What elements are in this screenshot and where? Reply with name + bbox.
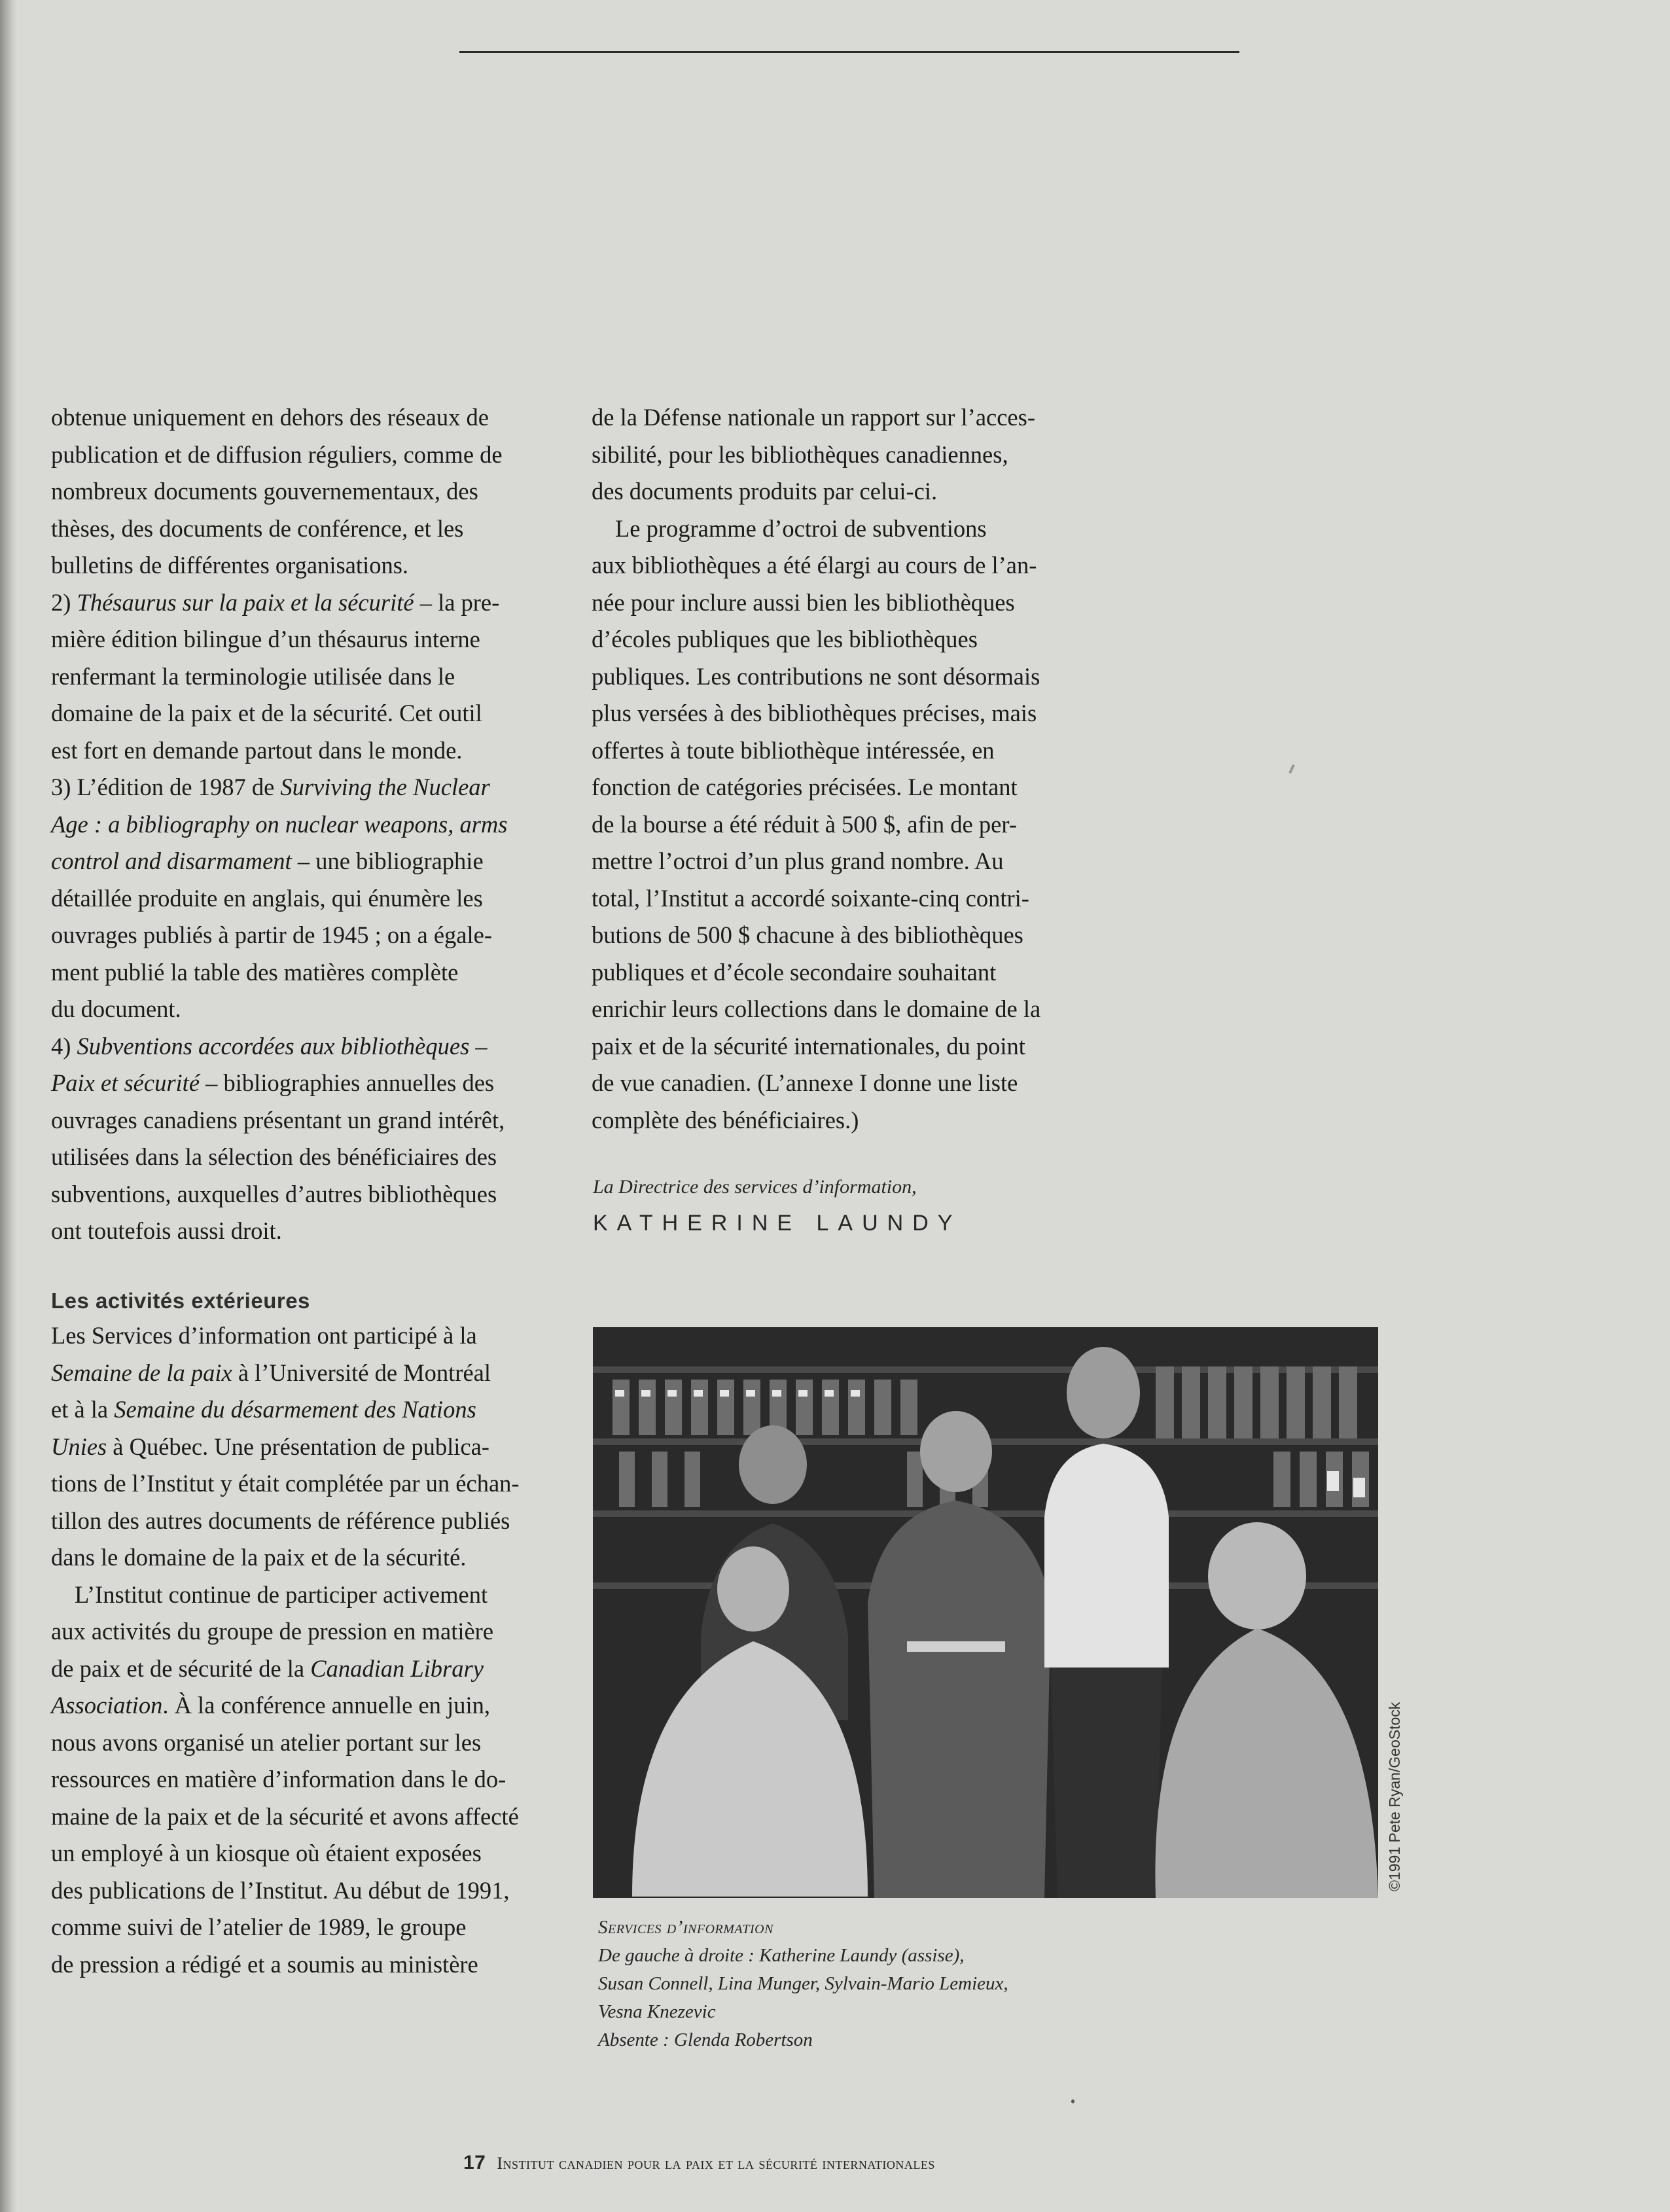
section-heading: Les activités extérieures xyxy=(51,1289,310,1313)
text-fragment: – la pre- xyxy=(414,588,500,616)
text-line: des publications de l’Institut. Au début de 1991, xyxy=(51,1876,510,1904)
text-line: mettre l’octroi d’un plus grand nombre. Au xyxy=(592,847,1004,874)
intro-paragraph xyxy=(51,399,575,584)
text-line: d’écoles publiques que les bibliothèques xyxy=(592,626,978,652)
text-line: de vue canadien. (L’annexe I donne une liste xyxy=(592,1069,1018,1096)
list-item-4 xyxy=(51,1028,575,1250)
caption-line: De gauche à droite : Katherine Laundy (assise), xyxy=(598,1945,965,1966)
caption-line: Vesna Knezevic xyxy=(598,2001,716,2022)
text-line: nombreux documents gouvernementaux, des xyxy=(51,478,478,505)
text-line xyxy=(51,1028,575,1065)
text-line: total, l’Institut a accordé soixante-cinq contri- xyxy=(592,884,1029,912)
text-line: nous avons organisé un atelier portant sur les xyxy=(51,1728,482,1756)
event-name: Semaine de la paix xyxy=(51,1359,232,1386)
text-fragment: 3) L’édition de 1987 de xyxy=(51,774,281,800)
text-line: détaillée produite en anglais, qui énumère les xyxy=(51,884,483,912)
text-line: obtenue uniquement en dehors des réseaux de xyxy=(51,404,489,431)
text-line: complète des bénéficiaires.) xyxy=(592,1106,859,1133)
text-line: comme suivi de l’atelier de 1989, le groupe xyxy=(51,1914,467,1940)
photo-caption xyxy=(598,1914,1008,2054)
paragraph xyxy=(592,510,1115,1139)
text-line xyxy=(51,1429,575,1466)
text-line: ouvrages publiés à partir de 1945 ; on a égale- xyxy=(51,921,493,948)
footer-organization: Institut canadien pour la paix et la sécurité internationales xyxy=(497,2154,935,2173)
text-line xyxy=(51,1650,575,1688)
text-line: maine de la paix et de la sécurité et avons affecté xyxy=(51,1802,519,1830)
text-line: plus versées à des bibliothèques précises, mais xyxy=(592,700,1037,726)
text-line: tions de l’Institut y était complétée par un échan- xyxy=(51,1470,520,1497)
text-line: née pour inclure aussi bien les bibliothèques xyxy=(592,588,1015,616)
text-line: enrichir leurs collections dans le domaine de la xyxy=(592,995,1041,1022)
text-line: aux activités du groupe de pression en matière xyxy=(51,1618,494,1645)
publication-title: control and disarmament xyxy=(51,847,292,874)
text-fragment: – bibliographies annuelles des xyxy=(200,1069,495,1096)
text-fragment: de paix et de sécurité de la xyxy=(51,1654,311,1682)
text-line xyxy=(51,769,575,806)
paragraph xyxy=(592,399,1115,510)
publication-title: Subventions accordées aux bibliothèques – xyxy=(77,1032,488,1060)
text-line: butions de 500 $ chacune à des bibliothèques xyxy=(592,921,1023,948)
text-line: dans le domaine de la paix et de la sécurité. xyxy=(51,1544,467,1571)
text-line: sibilité, pour les bibliothèques canadiennes, xyxy=(592,440,1008,468)
caption-title: Services d’information xyxy=(598,1917,773,1938)
text-line: offertes à toute bibliothèque intéressée, en xyxy=(592,736,995,764)
event-name: Unies xyxy=(51,1433,107,1460)
text-line: Les Services d’information ont participé à la xyxy=(51,1322,477,1349)
organization-name: Canadian Library xyxy=(310,1654,484,1682)
text-line xyxy=(51,1687,575,1724)
list-item-3 xyxy=(51,769,575,1028)
text-line: des documents produits par celui-ci. xyxy=(592,478,938,505)
text-fragment: à l’Université de Montréal xyxy=(232,1359,491,1386)
text-line: publication et de diffusion réguliers, comme de xyxy=(51,440,503,468)
text-line: ment publié la table des matières complète xyxy=(51,958,459,986)
text-line: du document. xyxy=(51,995,181,1022)
text-line: de la Défense nationale un rapport sur l’acces- xyxy=(592,404,1035,431)
item-number: 2) xyxy=(51,588,77,616)
text-line: est fort en demande partout dans le monde. xyxy=(51,736,463,764)
text-line: Le programme d’octroi de subventions xyxy=(615,514,987,542)
organization-name: Association xyxy=(51,1692,163,1719)
staff-photo xyxy=(593,1327,1378,1898)
print-speck xyxy=(1071,2099,1075,2103)
text-line: ont toutefois aussi droit. xyxy=(51,1217,282,1244)
staff-photo-illustration xyxy=(593,1327,1378,1898)
left-column-top xyxy=(51,399,575,1250)
right-column-top xyxy=(592,399,1115,1139)
text-line: ressources en matière d’information dans le do- xyxy=(51,1766,506,1793)
page-number: 17 xyxy=(463,2152,486,2173)
text-line: de pression a rédigé et a soumis au ministère xyxy=(51,1950,478,1978)
print-speck xyxy=(1288,764,1295,774)
publication-title: Surviving the Nuclear xyxy=(280,774,490,800)
signature-role: La Directrice des services d’information, xyxy=(593,1176,917,1198)
paragraph xyxy=(51,1317,575,1577)
text-line: ouvrages canadiens présentant un grand intérêt, xyxy=(51,1106,505,1133)
caption-line: Susan Connell, Lina Munger, Sylvain-Mario Lemieux, xyxy=(598,1973,1008,1994)
page-footer xyxy=(463,2152,935,2174)
text-line: bulletins de différentes organisations. xyxy=(51,552,409,579)
text-line: aux bibliothèques a été élargi au cours de l’an- xyxy=(592,552,1037,579)
text-line xyxy=(51,1355,575,1392)
text-line: paix et de la sécurité internationales, du point xyxy=(592,1032,1025,1060)
text-line: publiques et d’école secondaire souhaitant xyxy=(592,958,997,986)
text-line: utilisées dans la sélection des bénéficiaires des xyxy=(51,1143,497,1170)
text-line: renfermant la terminologie utilisée dans le xyxy=(51,662,455,690)
text-line xyxy=(51,843,575,880)
text-fragment: . À la conférence annuelle en juin, xyxy=(162,1692,490,1719)
top-rule xyxy=(459,51,1239,53)
signature-name: KATHERINE LAUNDY xyxy=(593,1211,962,1236)
text-line: mière édition bilingue d’un thésaurus interne xyxy=(51,626,480,652)
text-line: publiques. Les contributions ne sont désormais xyxy=(592,662,1040,690)
publication-title-line: Age : a bibliography on nuclear weapons, arms xyxy=(51,810,508,838)
list-item-2 xyxy=(51,584,575,770)
text-fragment: et à la xyxy=(51,1396,115,1423)
text-line: fonction de catégories précisées. Le montant xyxy=(592,774,1018,800)
text-line xyxy=(51,1065,575,1102)
photo-credit: ©1991 Pete Ryan/GeoStock xyxy=(1386,1702,1403,1891)
caption-line: Absente : Glenda Robertson xyxy=(598,2029,813,2050)
text-line: L’Institut continue de participer activement xyxy=(75,1580,488,1608)
left-column-bottom xyxy=(51,1285,575,1983)
text-line: subventions, auxquelles d’autres bibliothèques xyxy=(51,1180,497,1207)
paragraph xyxy=(51,1577,575,1984)
publication-title: Paix et sécurité xyxy=(51,1069,200,1096)
publication-title: Thésaurus sur la paix et la sécurité xyxy=(77,588,414,616)
text-line: de la bourse a été réduit à 500 $, afin de per- xyxy=(592,810,1017,838)
text-line: un employé à un kiosque où étaient exposées xyxy=(51,1840,482,1866)
text-line xyxy=(51,584,575,622)
text-line xyxy=(51,1391,575,1429)
text-fragment: – une bibliographie xyxy=(291,847,484,874)
text-fragment: à Québec. Une présentation de publica- xyxy=(107,1433,489,1460)
event-name: Semaine du désarmement des Nations xyxy=(114,1396,476,1423)
text-line: domaine de la paix et de la sécurité. Cet outil xyxy=(51,700,482,726)
text-line: thèses, des documents de conférence, et les xyxy=(51,514,464,542)
item-number: 4) xyxy=(51,1032,77,1060)
text-line: tillon des autres documents de référence publiés xyxy=(51,1507,510,1534)
page-binding-edge xyxy=(0,0,17,2212)
